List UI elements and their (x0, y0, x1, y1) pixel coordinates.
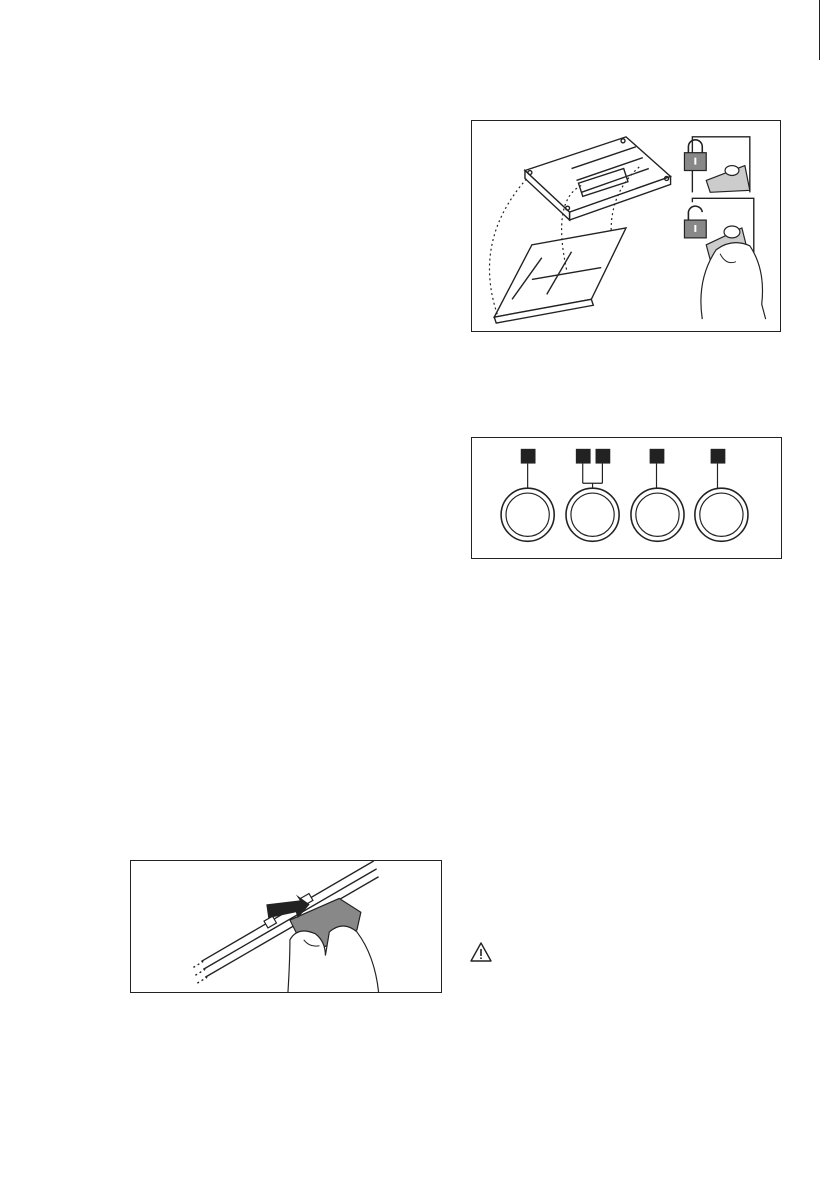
padlock-locked-icon (684, 137, 749, 192)
grease-filter-removal-figure (471, 120, 781, 332)
callout-marker-3 (596, 449, 611, 464)
filter-clip-release-figure (130, 860, 442, 993)
callout-marker-1 (521, 449, 536, 464)
callout-marker-2 (576, 449, 591, 464)
filter-clip-illustration (131, 861, 441, 992)
callout-marker-4 (650, 449, 665, 464)
page-edge-line (819, 0, 820, 60)
control-panel-figure (471, 437, 782, 559)
control-knob-1 (501, 488, 554, 541)
callout-marker-5 (711, 449, 726, 464)
warning-triangle-icon (470, 941, 492, 963)
control-knob-4 (695, 488, 748, 541)
control-panel-illustration (472, 438, 781, 558)
control-knob-3 (631, 488, 684, 541)
grease-filter-illustration (472, 121, 780, 331)
control-knob-2 (566, 488, 619, 541)
padlock-unlocked-icon (684, 198, 765, 319)
